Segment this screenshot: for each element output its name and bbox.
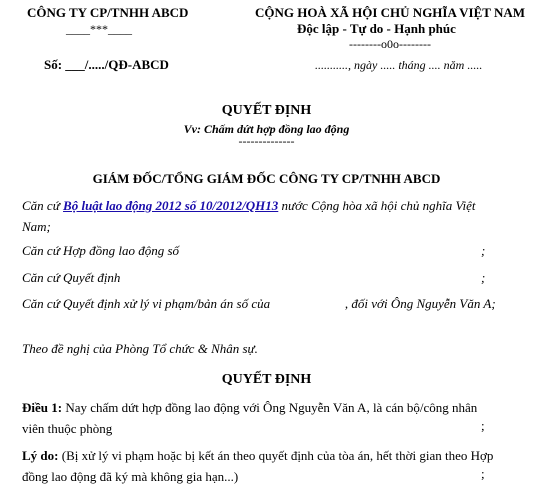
motto-divider: --------o0o-------- (349, 37, 431, 51)
subject-divider: -------------- (238, 134, 295, 148)
basis-law-suffix: nước Cộng hòa xã hội chủ nghĩa Việt Nam; (22, 198, 476, 234)
article-1-text: Nay chấm dứt hợp đồng lao động với Ông Nguyễn Văn A, là cán bộ/công nhân viên thuộc phòng (22, 400, 478, 436)
document-subject: Vv: Chấm dứt hợp đồng lao động (183, 122, 350, 136)
basis-proposal: Theo đề nghị của Phòng Tổ chức & Nhân sự. (22, 341, 258, 356)
labor-law-link[interactable]: Bộ luật lao động 2012 số 10/2012/QH13 (63, 198, 279, 213)
article-1 (22, 397, 500, 439)
basis-violation: Căn cứ Quyết định xử lý vi phạm/bản án số của , đối với Ông Nguyễn Văn A; (22, 296, 496, 311)
motto: Độc lập - Tự do - Hạnh phúc (297, 21, 456, 36)
nation-title: CỘNG HOÀ XÃ HỘI CHỦ NGHĨA VIỆT NAM (255, 5, 526, 20)
basis-decision: Căn cứ Quyết định (22, 270, 121, 285)
reason (22, 445, 500, 487)
basis-law (22, 195, 500, 237)
date-line: ..........., ngày ..... tháng .... năm ..... (315, 58, 483, 72)
issuer-title: GIÁM ĐỐC/TỔNG GIÁM ĐỐC CÔNG TY CP/TNHH ABCD (92, 171, 441, 186)
document-title: QUYẾT ĐỊNH (221, 103, 312, 118)
basis-contract: Căn cứ Hợp đồng lao động số (22, 243, 180, 258)
basis-decision-end: ; (481, 270, 486, 285)
article-1-end: ; (481, 418, 485, 433)
decision-number: Số: ___/...../QĐ-ABCD (44, 57, 169, 72)
basis-law-prefix: Căn cứ (22, 198, 64, 213)
company-name: CÔNG TY CP/TNHH ABCD (27, 5, 189, 20)
reason-text: (Bị xử lý vi phạm hoặc bị kết án theo quyết định của tòa án, hết thời gian theo Hợp đồng lao động đã ký mà không gia hạn...) (22, 448, 494, 484)
reason-label: Lý do: (22, 448, 59, 463)
decision-heading: QUYẾT ĐỊNH (221, 372, 312, 387)
reason-end: ; (481, 466, 485, 481)
basis-contract-end: ; (481, 243, 486, 258)
article-1-label: Điều 1: (22, 400, 63, 415)
company-stars: ____***____ (66, 22, 132, 36)
